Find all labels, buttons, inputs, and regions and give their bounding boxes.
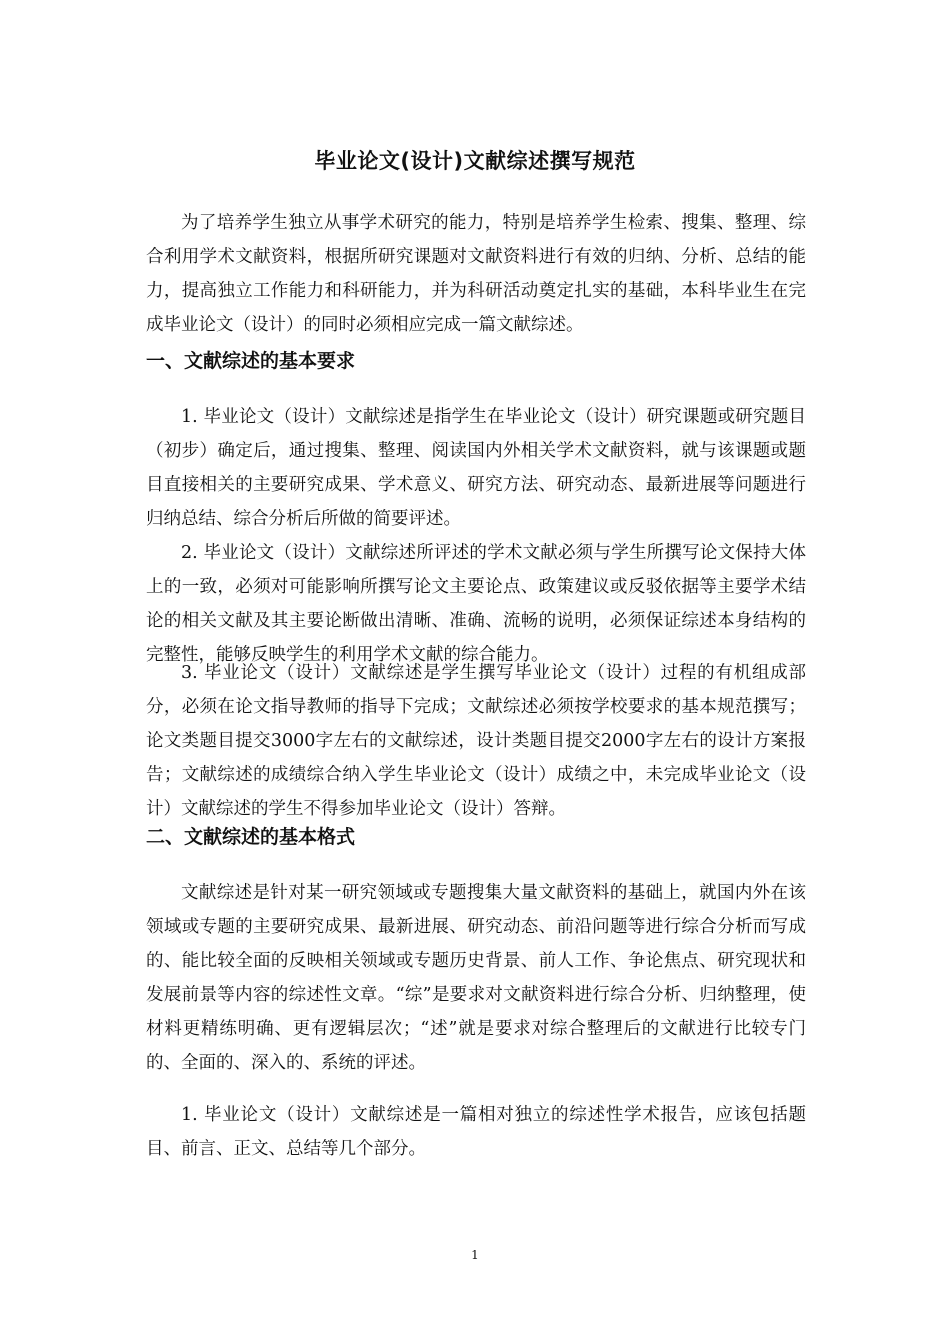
requirement-item-1: 1. 毕业论文（设计）文献综述是指学生在毕业论文（设计）研究课题或研究题目（初步）确定后，通过搜集、整理、阅读国内外相关学术文献资料，就与该课题或题目直接相关的主要研究成果、学术意义、研究方法、研究动态、最新进展等问题进行归纳总结、综合分析后所做的简要评述。 xyxy=(146,407,806,529)
section-heading-basic-requirements: 一、文献综述的基本要求 xyxy=(146,350,356,372)
requirement-item-3: 3. 毕业论文（设计）文献综述是学生撰写毕业论文（设计）过程的有机组成部分，必须在论文指导教师的指导下完成；文献综述必须按学校要求的基本规范撰写；论文类题目提交3000字左右的文献综述，设计类题目提交2000字左右的设计方案报告；文献综述的成绩综合纳入学生毕业论文（设计）成绩之中，未完成毕业论文（设计）文献综述的学生不得参加毕业论文（设计）答辩。 xyxy=(146,663,806,819)
format-intro-paragraph: 文献综述是针对某一研究领域或专题搜集大量文献资料的基础上，就国内外在该领域或专题的主要研究成果、最新进展、研究动态、前沿问题等进行综合分析而写成的、能比较全面的反映相关领域或专题历史背景、前人工作、争论焦点、研究现状和发展前景等内容的综述性文章。“综”是要求对文献资料进行综合分析、归纳整理，使材料更精练明确、更有逻辑层次；“述”就是要求对综合整理后的文献进行比较专门的、全面的、深入的、系统的评述。 xyxy=(146,883,806,1073)
page-number: 1 xyxy=(471,1248,479,1262)
requirement-item-2: 2. 毕业论文（设计）文献综述所评述的学术文献必须与学生所撰写论文保持大体上的一致，必须对可能影响所撰写论文主要论点、政策建议或反驳依据等主要学术结论的相关文献及其主要论断做出清晰、准确、流畅的说明，必须保证综述本身结构的完整性，能够反映学生的利用学术文献的综合能力。 xyxy=(146,543,806,665)
format-item-1: 1. 毕业论文（设计）文献综述是一篇相对独立的综述性学术报告，应该包括题目、前言、正文、总结等几个部分。 xyxy=(146,1105,806,1159)
section-heading-basic-format: 二、文献综述的基本格式 xyxy=(146,826,356,848)
intro-paragraph: 为了培养学生独立从事学术研究的能力，特别是培养学生检索、搜集、整理、综合利用学术文献资料，根据所研究课题对文献资料进行有效的归纳、分析、总结的能力，提高独立工作能力和科研能力，并为科研活动奠定扎实的基础，本科毕业生在完成毕业论文（设计）的同时必须相应完成一篇文献综述。 xyxy=(146,213,806,335)
document-title: 毕业论文(设计)文献综述撰写规范 xyxy=(314,149,636,173)
